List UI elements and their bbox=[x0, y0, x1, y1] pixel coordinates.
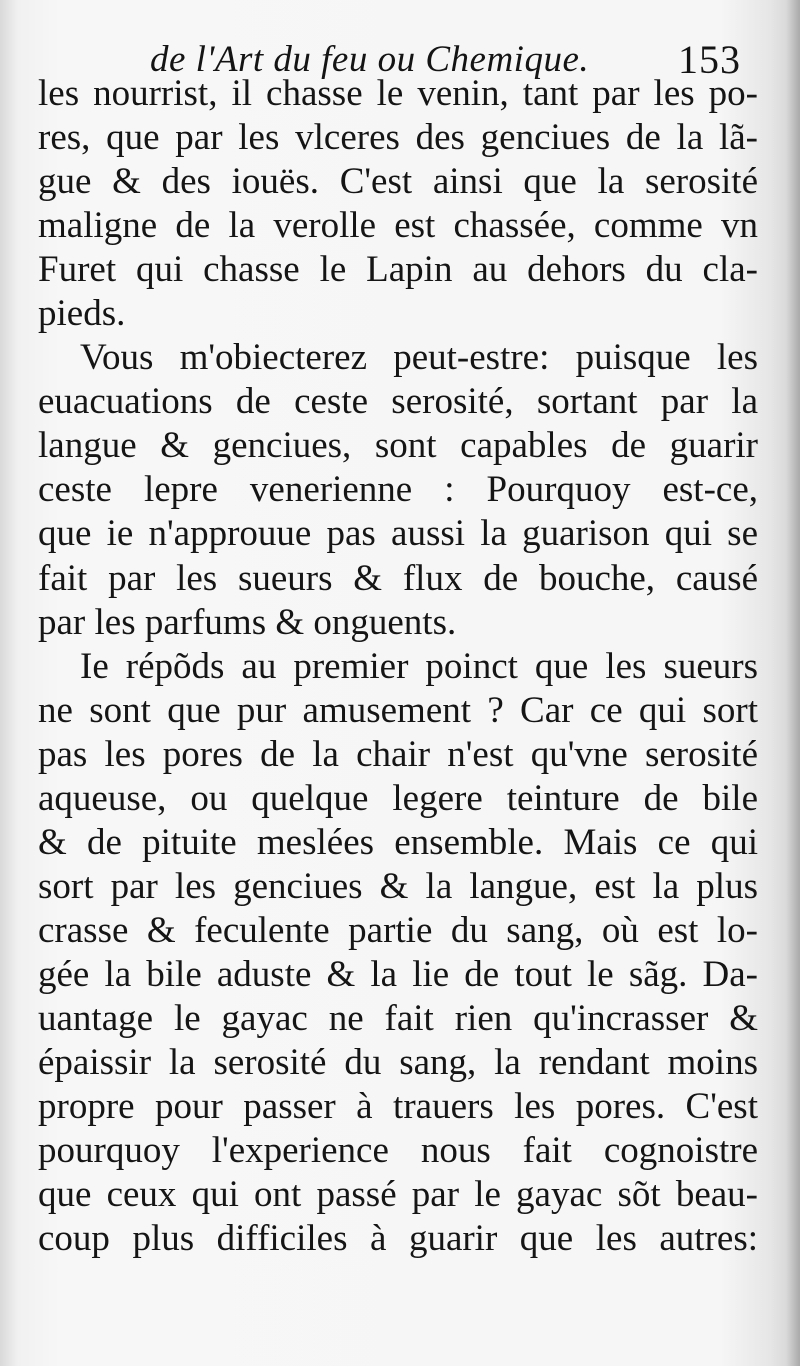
text-line: res, que par les vlceres des genciues de la lã- bbox=[38, 117, 758, 159]
body-text bbox=[38, 72, 758, 1261]
text-line: pieds. bbox=[38, 293, 126, 335]
text-line: gée la bile aduste & la lie de tout le sãg. Da- bbox=[38, 953, 758, 995]
text-line: langue & genciues, sont capables de guarir bbox=[38, 425, 758, 467]
text-line: Furet qui chasse le Lapin au dehors du cla- bbox=[38, 249, 758, 291]
text-line: par les parfums & onguents. bbox=[38, 601, 457, 643]
page-gutter-shadow bbox=[786, 0, 800, 1366]
text-line: & de pituite meslées ensemble. Mais ce qui bbox=[38, 821, 758, 863]
running-head: de l'Art du feu ou Chemique. bbox=[150, 39, 590, 80]
text-line: pas les pores de la chair n'est qu'vne serosité bbox=[38, 733, 758, 775]
text-line: crasse & feculente partie du sang, où est lo- bbox=[38, 909, 758, 951]
text-line: que ceux qui ont passé par le gayac sõt beau- bbox=[38, 1174, 758, 1216]
text-line: pourquoy l'experience nous fait cognoistre bbox=[38, 1130, 758, 1172]
text-line: fait par les sueurs & flux de bouche, causé bbox=[38, 557, 758, 599]
text-line: maligne de la verolle est chassée, comme vn bbox=[38, 205, 758, 247]
text-line: propre pour passer à trauers les pores. C'est bbox=[38, 1086, 758, 1128]
text-line: ne sont que pur amusement ? Car ce qui sort bbox=[38, 689, 758, 731]
text-line: épaissir la serosité du sang, la rendant moins bbox=[38, 1042, 758, 1084]
text-line: aqueuse, ou quelque legere teinture de bile bbox=[38, 777, 758, 819]
text-line: gue & des iouës. C'est ainsi que la serosité bbox=[38, 161, 758, 203]
text-line: que ie n'approuue pas aussi la guarison qui se bbox=[38, 513, 758, 555]
text-line: les nourrist, il chasse le venin, tant par les po- bbox=[38, 73, 758, 114]
text-line: sort par les genciues & la langue, est la plus bbox=[38, 865, 758, 907]
text-line: ceste lepre venerienne : Pourquoy est-ce, bbox=[38, 469, 758, 511]
paragraph-first-line: Ie répõds au premier poinct que les sueurs bbox=[80, 645, 758, 687]
text-line: coup plus difficiles à guarir que les autres: bbox=[38, 1218, 758, 1260]
text-line: euacuations de ceste serosité, sortant par la bbox=[38, 381, 758, 423]
paragraph-first-line: Vous m'obiecterez peut-estre: puisque les bbox=[80, 337, 758, 379]
page-number: 153 bbox=[678, 37, 741, 82]
text-line: uantage le gayac ne fait rien qu'incrasser & bbox=[38, 997, 758, 1039]
